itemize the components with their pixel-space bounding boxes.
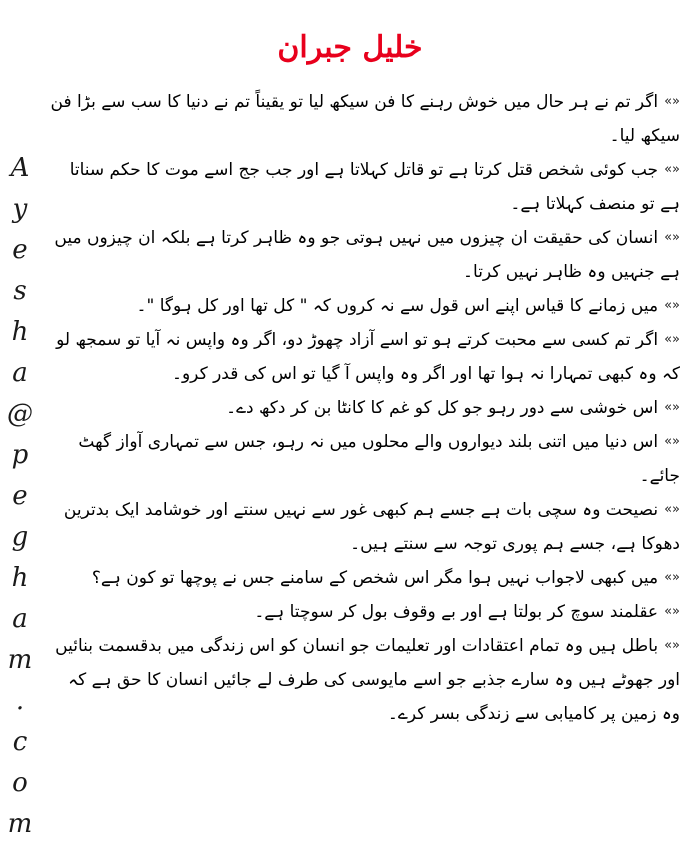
- watermark-char: s: [13, 276, 27, 306]
- list-item: [48, 289, 680, 323]
- sayings-list: [48, 85, 680, 731]
- saying-text: اس دنیا میں اتنی بلند دیواروں والے محلوں میں نہ رہو، جس سے تمہاری آواز گھٹ جائے۔: [78, 432, 680, 486]
- watermark-char: m: [7, 809, 33, 839]
- watermark-char: c: [12, 727, 28, 757]
- watermark-char: m: [7, 645, 33, 675]
- saying-text: اس خوشی سے دور رہو جو کل کو غم کا کانٹا بن کر دکھ دے۔: [226, 398, 659, 418]
- list-item: [48, 391, 680, 425]
- saying-text: باطل ہیں وہ تمام اعتقادات اور تعلیمات جو انسان کو اس زندگی میں بدقسمت بنائیں اور جھوٹے ہیں وہ سارے جذبے جو اسے مایوسی کی طرف لے جائیں انسان کا حق ہے کہ وہ زمین پر کامیابی سے زندگی بسر کرے۔: [55, 636, 680, 724]
- bullet-icon: «»: [664, 94, 680, 109]
- list-item: [48, 323, 680, 391]
- watermark-char: a: [12, 358, 28, 388]
- saying-text: جب کوئی شخص قتل کرتا ہے تو قاتل کہلاتا ہے اور جب جج اسے موت کا حکم سناتا ہے تو منصف کہلاتا ہے۔: [69, 160, 680, 214]
- list-item: [48, 85, 680, 153]
- list-item: [48, 629, 680, 731]
- bullet-icon: «»: [664, 400, 680, 415]
- watermark-char: y: [12, 194, 28, 224]
- watermark-char: a: [12, 604, 28, 634]
- bullet-icon: «»: [664, 332, 680, 347]
- saying-text: عقلمند سوچ کر بولتا ہے اور بے وقوف بول کر سوچتا ہے۔: [254, 602, 659, 622]
- saying-text: میں کبھی لاجواب نہیں ہوا مگر اس شخص کے سامنے جس نے پوچھا تو کون ہے؟: [91, 568, 659, 588]
- watermark-char: h: [11, 563, 29, 593]
- watermark-char: o: [12, 768, 28, 798]
- watermark-char: A: [10, 153, 30, 183]
- saying-text: میں زمانے کا قیاس اپنے اس قول سے نہ کروں کہ " کل تھا اور کل ہوگا "۔: [136, 296, 659, 316]
- watermark-char: g: [11, 522, 29, 552]
- bullet-icon: «»: [664, 638, 680, 653]
- watermark-char: h: [11, 317, 29, 347]
- watermark-char: e: [12, 235, 28, 265]
- bullet-icon: «»: [664, 570, 680, 585]
- watermark-char: .: [15, 686, 25, 716]
- bullet-icon: «»: [664, 604, 680, 619]
- watermark-vertical-text: [6, 148, 34, 845]
- bullet-icon: «»: [664, 230, 680, 245]
- watermark-char: p: [11, 440, 29, 470]
- list-item: [48, 595, 680, 629]
- saying-text: اگر تم نے ہر حال میں خوش رہنے کا فن سیکھ لیا تو یقیناً تم نے دنیا کا سب سے بڑا فن سیکھ لیا۔: [50, 92, 680, 146]
- bullet-icon: «»: [664, 434, 680, 449]
- list-item: [48, 561, 680, 595]
- saying-text: نصیحت وہ سچی بات ہے جسے ہم کبھی غور سے نہیں سنتے اور خوشامد ایک بدترین دھوکا ہے، جسے ہم پوری توجہ سے سنتے ہیں۔: [63, 500, 680, 554]
- list-item: [48, 153, 680, 221]
- list-item: [48, 493, 680, 561]
- watermark-char: e: [12, 481, 28, 511]
- list-item: [48, 425, 680, 493]
- page-title: خلیل جبران: [277, 30, 423, 65]
- bullet-icon: «»: [664, 162, 680, 177]
- saying-text: اگر تم کسی سے محبت کرتے ہو تو اسے آزاد چھوڑ دو، اگر وہ واپس نہ آیا تو سمجھ لو کہ وہ کبھی تمہارا نہ ہوا تھا اور اگر وہ واپس آ گیا تو اس کی قدر کرو۔: [56, 330, 680, 384]
- bullet-icon: «»: [664, 298, 680, 313]
- bullet-icon: «»: [664, 502, 680, 517]
- list-item: [48, 221, 680, 289]
- saying-text: انسان کی حقیقت ان چیزوں میں نہیں ہوتی جو وہ ظاہر کرتا ہے بلکہ ان چیزوں میں ہے جنہیں وہ ظاہر نہیں کرتا۔: [54, 228, 680, 282]
- watermark-char: @: [7, 399, 33, 429]
